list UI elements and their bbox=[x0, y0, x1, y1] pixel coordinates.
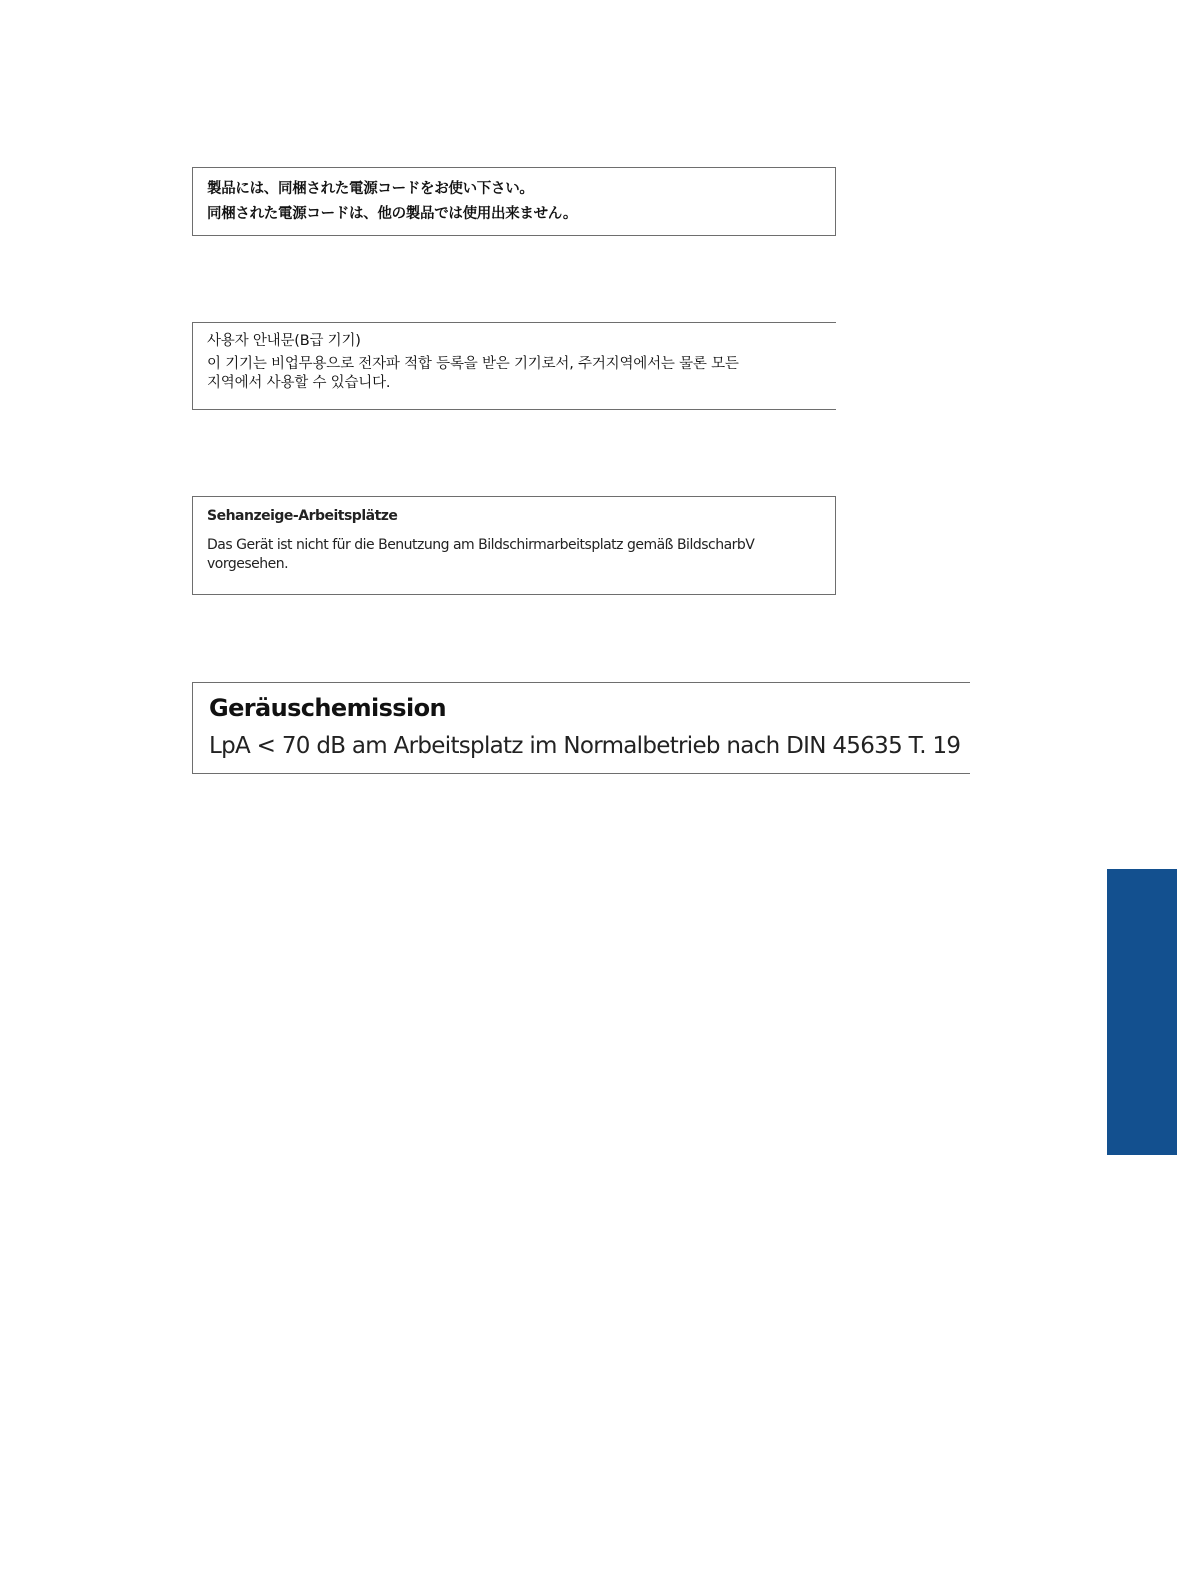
germany-noise-notice-title: Geräuschemission bbox=[209, 694, 446, 722]
korea-class-b-notice bbox=[192, 322, 836, 410]
germany-noise-emission-notice bbox=[192, 682, 970, 774]
japan-power-cord-notice bbox=[192, 167, 836, 236]
germany-display-notice-line-1: Das Gerät ist nicht für die Benutzung am Bildschirmarbeitsplatz gemäß BildscharbV bbox=[207, 537, 755, 553]
germany-display-workstation-notice bbox=[192, 496, 836, 595]
korea-notice-title: 사용자 안내문(B급 기기) bbox=[207, 333, 361, 349]
germany-noise-notice-text: LpA < 70 dB am Arbeitsplatz im Normalbetrieb nach DIN 45635 T. 19 bbox=[209, 733, 961, 759]
korea-notice-line-1: 이 기기는 비업무용으로 전자파 적합 등록을 받은 기기로서, 주거지역에서는 물론 모든 bbox=[207, 356, 739, 372]
japan-notice-line-2: 同梱された電源コードは、他の製品では使用出来ません。 bbox=[207, 206, 578, 222]
section-tab-marker bbox=[1107, 869, 1177, 1155]
germany-display-notice-title: Sehanzeige-Arbeitsplätze bbox=[207, 508, 398, 524]
germany-display-notice-line-2: vorgesehen. bbox=[207, 556, 289, 572]
japan-notice-line-1: 製品には、同梱された電源コードをお使い下さい。 bbox=[207, 181, 534, 197]
korea-notice-line-2: 지역에서 사용할 수 있습니다. bbox=[207, 375, 391, 391]
